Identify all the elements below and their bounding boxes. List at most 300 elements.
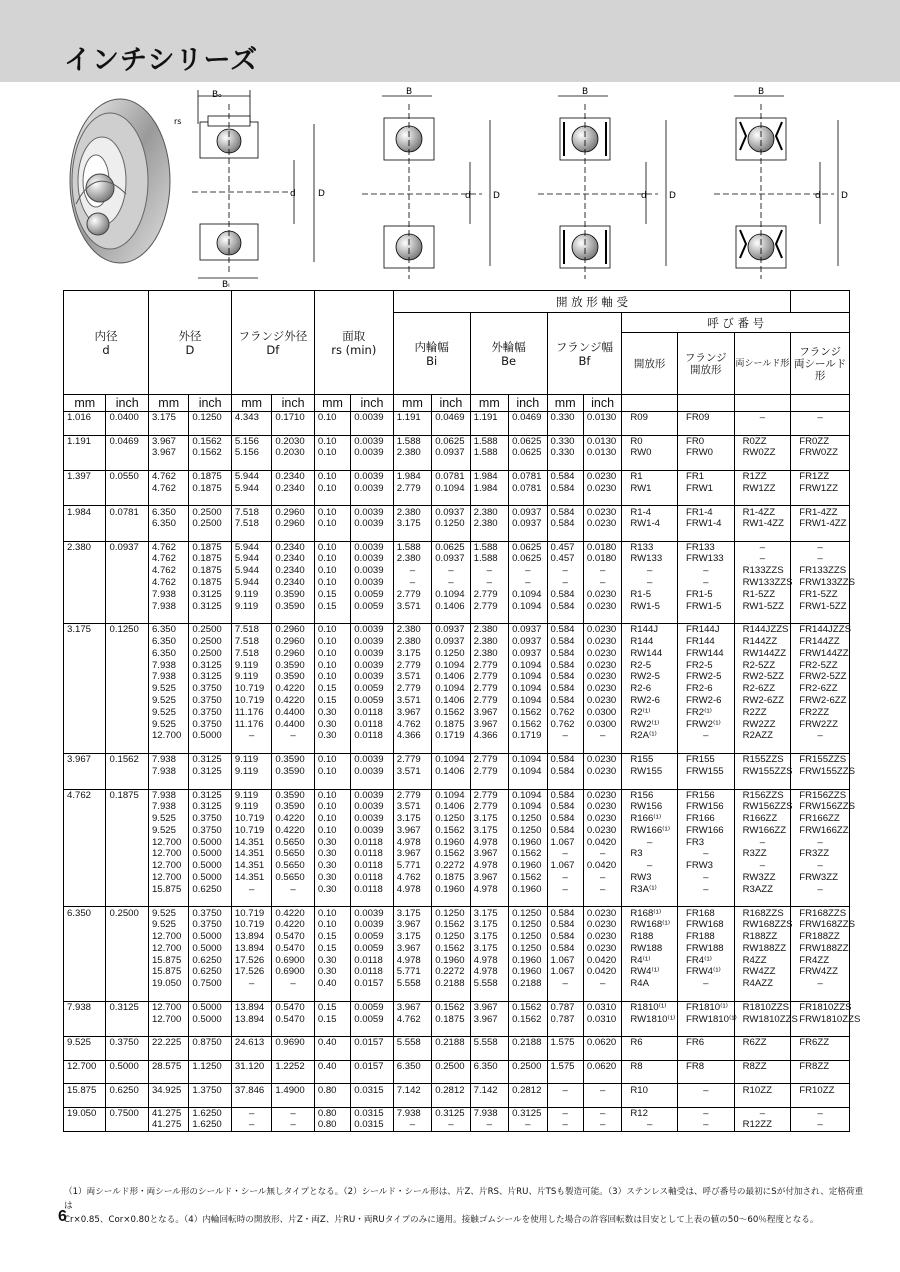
table-cell: R4AZZ xyxy=(734,978,791,990)
spacer-cell xyxy=(677,1072,734,1084)
table-cell xyxy=(106,565,148,577)
table-cell: R188 xyxy=(622,931,678,943)
table-cell: – xyxy=(509,565,547,577)
table-cell: 11.176 xyxy=(231,706,271,718)
table-cell: 0.0230 xyxy=(583,695,621,707)
table-cell: – xyxy=(622,565,678,577)
table-cell: R2-5ZZ xyxy=(734,659,791,671)
table-cell xyxy=(64,647,106,659)
spacer-cell xyxy=(106,742,148,754)
table-cell: FR6 xyxy=(677,1037,734,1049)
table-cell: – xyxy=(432,565,470,577)
table-cell: 12.700 xyxy=(64,1060,106,1072)
spacer-cell xyxy=(148,459,188,471)
table-cell: 0.1094 xyxy=(509,765,547,777)
spacer-cell xyxy=(432,612,470,624)
table-cell: 0.5470 xyxy=(272,1001,314,1013)
table-cell: – xyxy=(393,1119,431,1131)
table-cell: 0.1250 xyxy=(432,907,470,919)
table-cell: FR1-5ZZ xyxy=(791,588,850,600)
spacer-cell xyxy=(432,1072,470,1084)
spacer-cell xyxy=(64,494,106,506)
spacer-cell xyxy=(314,1096,350,1108)
table-cell xyxy=(64,447,106,459)
table-cell: 1.588 xyxy=(470,447,508,459)
unit-cell: inch xyxy=(351,395,394,412)
table-row xyxy=(64,765,850,777)
table-cell: – xyxy=(734,860,791,872)
table-cell: R133ZZS xyxy=(734,565,791,577)
spacer-cell xyxy=(189,1025,231,1037)
table-cell: 0.0625 xyxy=(509,541,547,553)
table-cell: RW144 xyxy=(622,647,678,659)
table-cell: 0.1875 xyxy=(432,872,470,884)
table-cell xyxy=(64,636,106,648)
table-cell: 17.526 xyxy=(231,954,271,966)
table-row xyxy=(64,883,850,895)
table-cell: 1.575 xyxy=(547,1037,583,1049)
spacer-cell xyxy=(64,529,106,541)
table-cell: RW0ZZ xyxy=(734,447,791,459)
label-bi: Bᵢ xyxy=(222,280,230,290)
table-cell: 0.584 xyxy=(547,588,583,600)
spacer-cell xyxy=(470,777,508,789)
table-cell: 3.571 xyxy=(393,765,431,777)
table-cell: 0.2960 xyxy=(272,518,314,530)
table-cell: – xyxy=(622,860,678,872)
table-cell: 0.15 xyxy=(314,931,350,943)
spacer-cell xyxy=(791,777,850,789)
table-cell: 0.0059 xyxy=(351,1001,394,1013)
table-cell xyxy=(106,730,148,742)
table-cell: 0.0300 xyxy=(583,718,621,730)
table-cell: – xyxy=(509,577,547,589)
table-cell xyxy=(64,588,106,600)
table-cell: – xyxy=(677,883,734,895)
spacer-cell xyxy=(470,1072,508,1084)
table-row xyxy=(64,848,850,860)
table-cell xyxy=(106,482,148,494)
svg-text:B: B xyxy=(582,87,589,97)
table-cell: 7.518 xyxy=(231,506,271,518)
table-cell: 4.343 xyxy=(231,412,271,424)
table-cell xyxy=(106,813,148,825)
table-cell xyxy=(106,1119,148,1131)
spacer-cell xyxy=(470,742,508,754)
table-cell: 0.1250 xyxy=(106,624,148,636)
table-cell: 2.779 xyxy=(393,588,431,600)
table-cell: R4A xyxy=(622,978,678,990)
table-cell: – xyxy=(231,978,271,990)
table-cell: 14.351 xyxy=(231,848,271,860)
table-cell xyxy=(64,954,106,966)
spacer-cell xyxy=(148,777,188,789)
table-cell: 0.584 xyxy=(547,636,583,648)
spacer-cell xyxy=(106,529,148,541)
table-cell: – xyxy=(677,730,734,742)
table-cell: 0.1875 xyxy=(189,470,231,482)
header-d-flange-shield: フランジ 両シールド形 xyxy=(791,333,850,395)
table-cell: 0.6900 xyxy=(272,954,314,966)
table-cell: RW1810ZZS xyxy=(734,1013,791,1025)
spacer-cell xyxy=(64,459,106,471)
table-cell: 0.1562 xyxy=(189,435,231,447)
spacer-cell xyxy=(148,895,188,907)
table-cell: 3.967 xyxy=(393,919,431,931)
table-cell: – xyxy=(509,1119,547,1131)
table-cell: R144ZZ xyxy=(734,636,791,648)
table-cell: 0.1562 xyxy=(509,1013,547,1025)
spacer-cell xyxy=(547,423,583,435)
table-row xyxy=(64,872,850,884)
table-cell: 0.0230 xyxy=(583,624,621,636)
table-cell: R2-5 xyxy=(622,659,678,671)
group-spacer xyxy=(64,1096,850,1108)
table-cell: RW166⁽¹⁾ xyxy=(622,824,678,836)
table-cell: 2.779 xyxy=(470,659,508,671)
table-cell: – xyxy=(583,1084,621,1096)
spacer-cell xyxy=(314,1049,350,1061)
table-cell: 0.5000 xyxy=(106,1060,148,1072)
spacer-cell xyxy=(231,895,271,907)
table-cell: 0.1562 xyxy=(509,718,547,730)
table-cell: – xyxy=(547,565,583,577)
table-cell: 0.3590 xyxy=(272,754,314,766)
table-cell: 5.944 xyxy=(231,541,271,553)
table-cell: 0.1562 xyxy=(432,848,470,860)
unit-cell: mm xyxy=(470,395,508,412)
table-cell: 2.380 xyxy=(470,518,508,530)
table-cell: 0.0039 xyxy=(351,518,394,530)
spacer-cell xyxy=(791,990,850,1002)
table-cell: – xyxy=(547,1084,583,1096)
table-cell: 1.191 xyxy=(64,435,106,447)
table-cell: 0.584 xyxy=(547,647,583,659)
table-cell: FRW2ZZ xyxy=(791,718,850,730)
table-cell: 9.525 xyxy=(148,683,188,695)
spacer-cell xyxy=(148,612,188,624)
spacer-cell xyxy=(231,742,271,754)
table-cell: 0.5470 xyxy=(272,942,314,954)
table-cell: 1.588 xyxy=(470,541,508,553)
table-cell: 0.0469 xyxy=(509,412,547,424)
table-cell: 0.0230 xyxy=(583,942,621,954)
table-cell: – xyxy=(791,883,850,895)
table-row xyxy=(64,966,850,978)
table-row xyxy=(64,718,850,730)
table-cell: 1.588 xyxy=(393,541,431,553)
table-cell: 0.584 xyxy=(547,765,583,777)
spacer-cell xyxy=(470,990,508,1002)
svg-text:D: D xyxy=(493,191,500,201)
header-outer: 外径 D xyxy=(148,291,231,395)
table-cell: 6.350 xyxy=(393,1060,431,1072)
table-cell: RW168ZZS xyxy=(734,919,791,931)
table-cell: 0.0059 xyxy=(351,600,394,612)
table-cell: – xyxy=(583,1108,621,1120)
table-cell: 17.526 xyxy=(231,966,271,978)
table-cell: 9.525 xyxy=(148,718,188,730)
table-cell: 0.0039 xyxy=(351,636,394,648)
table-cell: 0.0230 xyxy=(583,765,621,777)
table-cell: FR0ZZ xyxy=(791,435,850,447)
table-cell: 0.5650 xyxy=(272,836,314,848)
table-cell: 9.525 xyxy=(148,824,188,836)
table-cell: 0.0400 xyxy=(106,412,148,424)
header-d-shield: 両シールド形 xyxy=(734,333,791,395)
table-cell: 0.1094 xyxy=(432,659,470,671)
spacer-cell xyxy=(791,1096,850,1108)
spacer-cell xyxy=(470,459,508,471)
table-cell: 0.0039 xyxy=(351,919,394,931)
spacer-cell xyxy=(189,895,231,907)
table-cell: – xyxy=(470,1119,508,1131)
table-cell xyxy=(106,683,148,695)
table-cell: 0.0230 xyxy=(583,789,621,801)
table-cell: 19.050 xyxy=(64,1108,106,1120)
table-cell: 0.584 xyxy=(547,942,583,954)
table-cell: 3.571 xyxy=(393,695,431,707)
table-cell: FRW155 xyxy=(677,765,734,777)
table-cell: 2.779 xyxy=(393,659,431,671)
table-cell: 0.3125 xyxy=(189,600,231,612)
table-row xyxy=(64,813,850,825)
spacer-cell xyxy=(583,612,621,624)
table-cell: 0.0039 xyxy=(351,813,394,825)
table-cell: RW1-5 xyxy=(622,600,678,612)
table-cell: 0.2500 xyxy=(509,1060,547,1072)
svg-text:D: D xyxy=(669,191,676,201)
table-cell: 9.525 xyxy=(148,706,188,718)
table-cell: 1.588 xyxy=(393,435,431,447)
table-cell: FRW4⁽¹⁾ xyxy=(677,966,734,978)
table-row xyxy=(64,683,850,695)
table-cell: 9.119 xyxy=(231,671,271,683)
table-cell: 0.0781 xyxy=(509,470,547,482)
table-cell: R3 xyxy=(622,848,678,860)
table-cell: 0.1094 xyxy=(509,789,547,801)
table-cell: 1.1250 xyxy=(189,1060,231,1072)
spacer-cell xyxy=(622,459,678,471)
spacer-cell xyxy=(677,459,734,471)
table-cell: R4⁽¹⁾ xyxy=(622,954,678,966)
spacer-cell xyxy=(432,895,470,907)
table-cell: 0.3125 xyxy=(189,789,231,801)
table-cell: 0.584 xyxy=(547,659,583,671)
table-cell: 7.938 xyxy=(148,671,188,683)
spacer-cell xyxy=(622,1096,678,1108)
table-cell: R156 xyxy=(622,789,678,801)
table-cell: FRW1-4 xyxy=(677,518,734,530)
unit-cell: inch xyxy=(272,395,314,412)
table-cell: 0.5000 xyxy=(189,1013,231,1025)
page-number: 6 xyxy=(58,1208,67,1225)
table-cell: 1.588 xyxy=(470,553,508,565)
table-cell: – xyxy=(734,553,791,565)
spacer-cell xyxy=(677,1049,734,1061)
spacer-cell xyxy=(509,742,547,754)
table-cell xyxy=(106,518,148,530)
diagram-shield xyxy=(538,87,676,279)
table-cell: 0.584 xyxy=(547,919,583,931)
table-cell: 1.4900 xyxy=(272,1084,314,1096)
table-cell: 7.938 xyxy=(148,659,188,671)
table-cell: 1.3750 xyxy=(189,1084,231,1096)
group-spacer xyxy=(64,1025,850,1037)
table-cell xyxy=(64,813,106,825)
spacer-cell xyxy=(272,990,314,1002)
table-cell: 3.967 xyxy=(393,942,431,954)
table-cell: 0.0620 xyxy=(583,1060,621,1072)
table-row xyxy=(64,1013,850,1025)
table-cell: RW188 xyxy=(622,942,678,954)
table-cell: 0.2500 xyxy=(189,636,231,648)
table-cell: 1.191 xyxy=(470,412,508,424)
table-cell: 0.5000 xyxy=(189,931,231,943)
table-cell: – xyxy=(791,541,850,553)
table-cell: 1.067 xyxy=(547,966,583,978)
table-cell: – xyxy=(677,1084,734,1096)
table-cell: 0.2340 xyxy=(272,565,314,577)
table-cell: 0.584 xyxy=(547,506,583,518)
table-cell: 0.3125 xyxy=(432,1108,470,1120)
table-cell: 0.5470 xyxy=(272,1013,314,1025)
table-cell: 7.938 xyxy=(148,801,188,813)
header-designation: 呼 び 番 号 xyxy=(622,313,850,333)
table-cell xyxy=(106,1013,148,1025)
table-cell: FR4ZZ xyxy=(791,954,850,966)
group-spacer xyxy=(64,1049,850,1061)
spacer-cell xyxy=(393,1096,431,1108)
table-cell: 0.2500 xyxy=(106,907,148,919)
spacer-cell xyxy=(106,895,148,907)
table-cell: R2⁽¹⁾ xyxy=(622,706,678,718)
table-cell: RW1-5ZZ xyxy=(734,600,791,612)
table-cell: 9.525 xyxy=(148,919,188,931)
table-cell: 0.0039 xyxy=(351,435,394,447)
table-row xyxy=(64,447,850,459)
table-cell: FRW155ZZS xyxy=(791,765,850,777)
table-cell: 7.938 xyxy=(393,1108,431,1120)
spacer-cell xyxy=(351,494,394,506)
spacer-cell xyxy=(432,529,470,541)
table-cell: 0.2340 xyxy=(272,553,314,565)
table-cell: FRW1810⁽¹⁾ xyxy=(677,1013,734,1025)
table-cell: 0.3125 xyxy=(189,754,231,766)
table-cell: R10ZZ xyxy=(734,1084,791,1096)
table-cell: 9.525 xyxy=(64,1037,106,1049)
table-cell: 0.1875 xyxy=(189,541,231,553)
svg-text:d: d xyxy=(290,189,296,199)
table-cell: 0.1250 xyxy=(432,931,470,943)
table-cell: FR8 xyxy=(677,1060,734,1072)
table-cell: 5.944 xyxy=(231,565,271,577)
svg-text:rs: rs xyxy=(174,117,182,126)
table-cell: 9.119 xyxy=(231,659,271,671)
table-cell: RW2-5ZZ xyxy=(734,671,791,683)
table-cell: 0.0039 xyxy=(351,765,394,777)
table-cell: 0.1094 xyxy=(432,482,470,494)
table-cell: FRW144 xyxy=(677,647,734,659)
group-spacer xyxy=(64,895,850,907)
table-cell: 0.0039 xyxy=(351,671,394,683)
table-cell: 5.156 xyxy=(231,435,271,447)
table-cell: 0.0937 xyxy=(432,553,470,565)
spacer-cell xyxy=(148,990,188,1002)
spacer-cell xyxy=(231,423,271,435)
spacer-cell xyxy=(583,1096,621,1108)
table-cell: 24.613 xyxy=(231,1037,271,1049)
table-cell: 3.175 xyxy=(393,647,431,659)
spacer-cell xyxy=(791,895,850,907)
spacer-cell xyxy=(622,1025,678,1037)
table-cell: RW0 xyxy=(622,447,678,459)
table-cell: 4.762 xyxy=(148,553,188,565)
spacer-cell xyxy=(734,1072,791,1084)
table-cell: 0.0118 xyxy=(351,966,394,978)
table-cell: 0.10 xyxy=(314,824,350,836)
table-cell xyxy=(106,978,148,990)
spacer-cell xyxy=(189,612,231,624)
table-cell: 0.1719 xyxy=(432,730,470,742)
table-cell: 1.6250 xyxy=(189,1108,231,1120)
table-cell: R133 xyxy=(622,541,678,553)
table-cell: 0.2500 xyxy=(189,506,231,518)
header-flange-width: フランジ幅 Bf xyxy=(547,313,622,395)
table-cell: – xyxy=(272,730,314,742)
table-cell: FR155ZZS xyxy=(791,754,850,766)
table-cell: 0.584 xyxy=(547,789,583,801)
spacer-cell xyxy=(509,895,547,907)
table-cell: 10.719 xyxy=(231,813,271,825)
table-cell: 0.1250 xyxy=(432,813,470,825)
table-cell: 0.0937 xyxy=(509,624,547,636)
table-cell: RW188ZZ xyxy=(734,942,791,954)
table-cell: 0.1250 xyxy=(432,518,470,530)
table-cell: R156ZZS xyxy=(734,789,791,801)
table-cell xyxy=(106,801,148,813)
spacer-cell xyxy=(148,529,188,541)
table-cell: 0.0157 xyxy=(351,1037,394,1049)
table-cell: FRW1 xyxy=(677,482,734,494)
table-cell: 2.779 xyxy=(470,754,508,766)
unit-cell: inch xyxy=(432,395,470,412)
table-cell: 2.779 xyxy=(470,588,508,600)
table-row xyxy=(64,541,850,553)
spacer-cell xyxy=(272,529,314,541)
table-cell: 0.3125 xyxy=(189,659,231,671)
table-cell: 0.1875 xyxy=(189,565,231,577)
table-cell: 0.0118 xyxy=(351,883,394,895)
table-cell: – xyxy=(791,860,850,872)
table-cell xyxy=(64,482,106,494)
spacer-cell xyxy=(231,990,271,1002)
unit-cell-blank xyxy=(791,395,850,412)
table-cell: – xyxy=(583,565,621,577)
table-cell: 0.0310 xyxy=(583,1013,621,1025)
table-cell: 0.15 xyxy=(314,588,350,600)
header-bore: 内径 d xyxy=(64,291,149,395)
table-cell: 0.1094 xyxy=(509,683,547,695)
table-cell: 0.0039 xyxy=(351,907,394,919)
table-cell: – xyxy=(677,1119,734,1131)
table-cell: 0.0130 xyxy=(583,412,621,424)
table-cell: 0.0230 xyxy=(583,518,621,530)
table-cell xyxy=(106,942,148,954)
table-cell: 0.2188 xyxy=(432,978,470,990)
table-cell: – xyxy=(470,565,508,577)
table-cell: FR133 xyxy=(677,541,734,553)
